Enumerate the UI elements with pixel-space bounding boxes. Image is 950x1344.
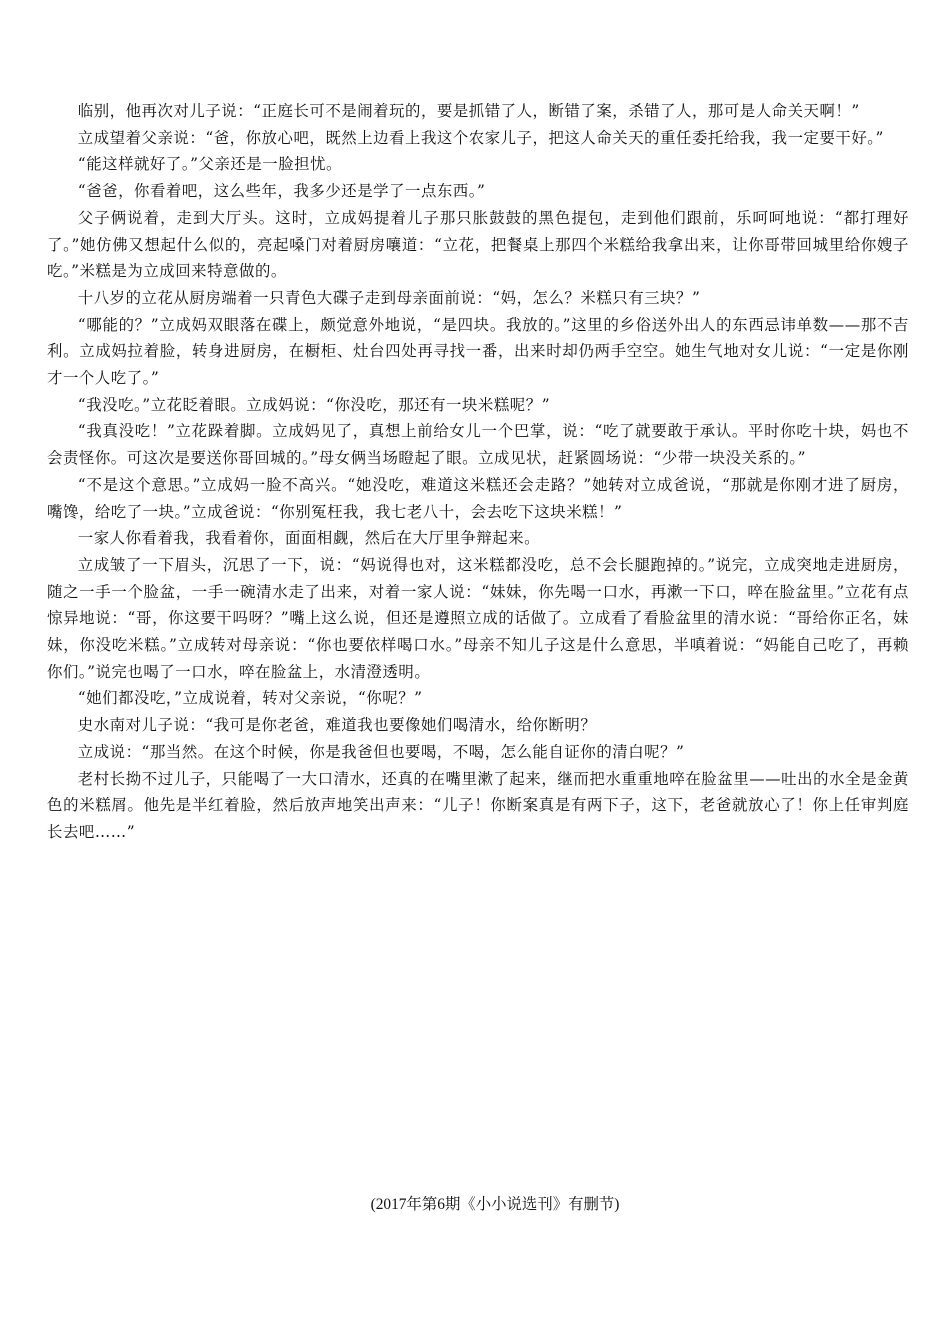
source-citation: (2017年第6期《小小说选刊》有删节) [370, 1196, 620, 1213]
paragraph-3: “能这样就好了。”父亲还是一脸担忧。 [77, 155, 342, 174]
paragraph-12: 立成皱了一下眉头，沉思了一下，说：“妈说得也对，这米糕都没吃，总不会长腿跑掉的。”说完，立成突地走进厨房，随之一手一个脸盆，一手一碗清水走了出来，对着一家人说：“妹妹，你先喝一口水，再漱一下口，啐在脸盆里。”立花有点惊异地说：“哥，你这要干吗呀？”嘴上这么说，但还是遵照立成的话做了。立成看了看脸盆里的清水说：“哥给你正名，妹妹，你没吃米糕。”立成转对母亲说：“你也要依样喝口水。”母亲不知儿子这是什么意思，半嗔着说：“妈能自己吃了，再赖你们。”说完也喝了一口水，啐在脸盆上，水清澄透明。 [47, 555, 909, 681]
paragraph-11: 一家人你看着我，我看着你，面面相觑，然后在大厅里争辩起来。 [77, 529, 541, 548]
story-text [47, 98, 909, 846]
paragraph-5: 父子俩说着，走到大厅头。这时，立成妈提着儿子那只胀鼓鼓的黑色提包，走到他们跟前，乐呵呵地说：“都打理好了。”她仿佛又想起什么似的，亮起嗓门对着厨房嚷道：“立花，把餐桌上那四个米糕给我拿出来，让你哥带回城里给你嫂子吃。”米糕是为立成回来特意做的。 [47, 208, 909, 281]
paragraph-10: “不是这个意思。”立成妈一脸不高兴。“她没吃，难道这米糕还会走路？”她转对立成爸说，“那就是你刚才进了厨房，嘴馋，给吃了一块。”立成爸说：“你别冤枉我，我七老八十，会去吃下这块米糕！” [47, 475, 909, 521]
paragraph-16: 老村长拗不过儿子，只能喝了一大口清水，还真的在嘴里漱了起来，继而把水重重地啐在脸盆里——吐出的水全是金黄色的米糕屑。他先是半红着脸，然后放声地笑出声来：“儿子！你断案真是有两下子，这下，老爸就放心了！你上任审判庭长去吧……” [47, 769, 909, 841]
paragraph-8: “我没吃。”立花眨着眼。立成妈说：“你没吃，那还有一块米糕呢？” [77, 395, 551, 414]
paragraph-15: 立成说：“那当然。在这个时候，你是我爸但也要喝，不喝，怎么能自证你的清白呢？” [77, 742, 685, 761]
paragraph-4: “爸爸，你看着吧，这么些年，我多少还是学了一点东西。” [77, 182, 486, 201]
paragraph-9: “我真没吃！”立花跺着脚。立成妈见了，真想上前给女儿一个巴掌，说：“吃了就要敢于承认。平时你吃十块，妈也不会责怪你。可这次是要送你哥回城的。”母女俩当场瞪起了眼。立成见状，赶紧圆场说：“少带一块没关系的。” [47, 422, 909, 468]
paragraph-6: 十八岁的立花从厨房端着一只青色大碟子走到母亲面前说：“妈，怎么？米糕只有三块？” [77, 288, 701, 307]
paragraph-13: “她们都没吃，”立成说着，转对父亲说，“你呢？” [77, 689, 423, 708]
paragraph-2: 立成望着父亲说：“爸，你放心吧，既然上边看上我这个农家儿子，把这人命关天的重任委托给我，我一定要干好。” [77, 128, 884, 147]
paragraph-14: 史水南对儿子说：“我可是你老爸，难道我也要像她们喝清水，给你断明？ [77, 716, 597, 735]
paragraph-1: 临别，他再次对儿子说：“正庭长可不是闹着玩的，要是抓错了人，断错了案，杀错了人，那可是人命关天啊！” [77, 102, 860, 120]
paragraph-7: “哪能的？”立成妈双眼落在碟上，颇觉意外地说，“是四块。我放的。”这里的乡俗送外出人的东西忌讳单数——那不吉利。立成妈拉着脸，转身进厨房，在橱柜、灶台四处再寻找一番，出来时却仍两手空空。她生气地对女儿说：“一定是你刚才一个人吃了。” [47, 315, 909, 388]
